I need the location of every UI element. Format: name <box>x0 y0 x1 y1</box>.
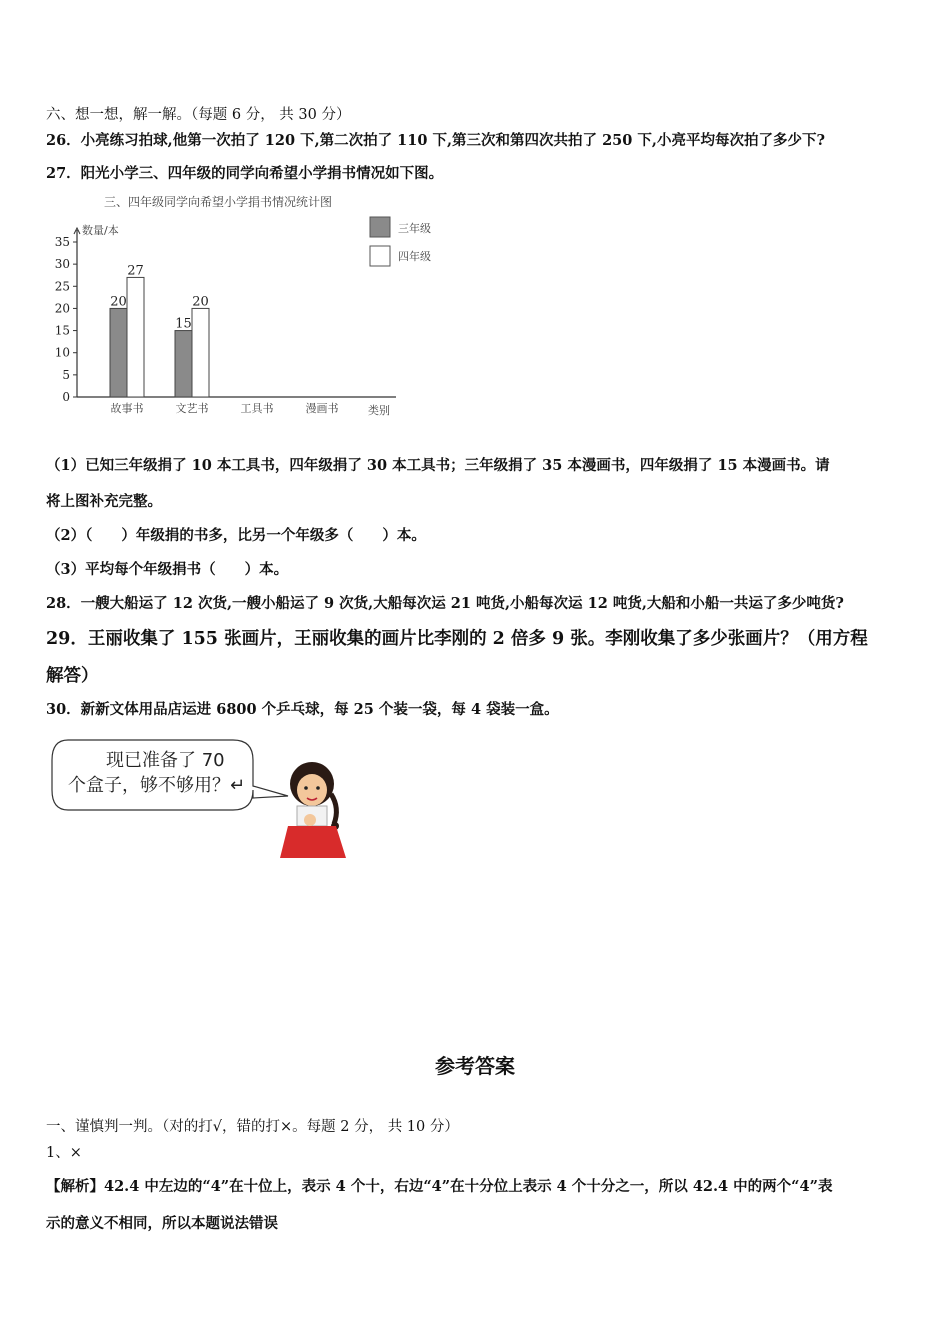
y-tick-label: 35 <box>54 235 70 249</box>
y-ticks <box>55 235 77 404</box>
answer-section-heading: 一、谨慎判一判。（对的打√，错的打×。每题 2 分， 共 10 分） <box>46 1119 459 1135</box>
y-tick-label: 5 <box>62 367 70 382</box>
girl-icon <box>280 762 346 858</box>
chart-ylabel: 数量/本 <box>82 224 119 237</box>
chart-legend <box>370 217 431 266</box>
bar <box>192 308 209 397</box>
bar <box>175 331 192 397</box>
analysis-line2: 示的意义不相同，所以本题说法错误 <box>46 1215 278 1232</box>
chart-bars <box>110 263 209 397</box>
bar <box>110 308 127 397</box>
legend-swatch-grade4 <box>370 246 390 266</box>
chart-title: 三、四年级同学向希望小学捐书情况统计图 <box>104 195 333 209</box>
question-27-3: （3）平均每个年级捐书（ ）本。 <box>46 561 289 578</box>
speech-bubble <box>48 736 348 861</box>
question-27-1-line2: 将上图补充完整。 <box>46 493 162 510</box>
bar-value-label: 15 <box>175 316 192 332</box>
question-26: 26．小亮练习拍球,他第一次拍了 120 下,第二次拍了 110 下,第三次和第四次共拍了 250 下,小亮平均每次拍了多少下? <box>46 132 825 149</box>
bar-value-label: 20 <box>192 294 209 310</box>
bar-value-label: 20 <box>110 294 127 310</box>
x-tick-label: 文艺书 <box>175 402 209 415</box>
answer-title: 参考答案 <box>435 1054 515 1078</box>
question-29-line2: 解答） <box>46 666 99 686</box>
analysis-line1: 【解析】42.4 中左边的“4”在十位上，表示 4 个十，右边“4”在十分位上表示 4 个十分之一，所以 42.4 中的两个“4”表 <box>46 1178 833 1195</box>
question-28: 28．一艘大船运了 12 次货,一艘小船运了 9 次货,大船每次运 21 吨货,小船每次运 12 吨货,大船和小船一共运了多少吨货? <box>46 595 844 612</box>
legend-swatch-grade3 <box>370 217 390 237</box>
bubble-line-1: 现已准备了 70 <box>106 750 225 771</box>
legend-label-grade4: 四年级 <box>398 250 431 263</box>
question-30: 30．新新文体用品店运进 6800 个乒乓球，每 25 个装一袋，每 4 袋装一盒。 <box>46 701 559 718</box>
chart-xlabel: 类别 <box>368 404 390 417</box>
bar <box>127 277 144 397</box>
section-heading: 六、想一想，解一解。（每题 6 分， 共 30 分） <box>46 107 351 123</box>
bar-value-label: 27 <box>127 263 144 279</box>
y-tick-label: 25 <box>54 279 70 294</box>
y-tick-label: 15 <box>54 323 70 338</box>
question-27-1-line1: （1）已知三年级捐了 10 本工具书，四年级捐了 30 本工具书；三年级捐了 35 本漫画书，四年级捐了 15 本漫画书。请 <box>46 457 830 474</box>
legend-label-grade3: 三年级 <box>398 222 431 235</box>
x-tick-label: 漫画书 <box>305 402 339 415</box>
x-tick-label: 故事书 <box>110 402 144 415</box>
y-tick-label: 10 <box>54 345 70 360</box>
y-tick-label: 20 <box>54 301 70 316</box>
y-tick-label: 0 <box>62 390 70 404</box>
bar-chart <box>46 190 466 422</box>
x-labels <box>111 401 339 415</box>
x-tick-label: 工具书 <box>240 402 274 415</box>
question-29-line1: 29．王丽收集了 155 张画片，王丽收集的画片比李刚的 2 倍多 9 张。李刚收集了多少张画片？（用方程 <box>46 629 868 649</box>
y-tick-label: 30 <box>54 257 70 272</box>
answer-1: 1、× <box>46 1145 82 1161</box>
question-27-2: （2）（ ）年级捐的书多，比另一个年级多（ ）本。 <box>46 527 426 544</box>
question-27: 27．阳光小学三、四年级的同学向希望小学捐书情况如下图。 <box>46 165 444 182</box>
bubble-line-2: 个盒子，够不够用？↵ <box>68 775 246 796</box>
speech-illustration <box>48 736 348 865</box>
